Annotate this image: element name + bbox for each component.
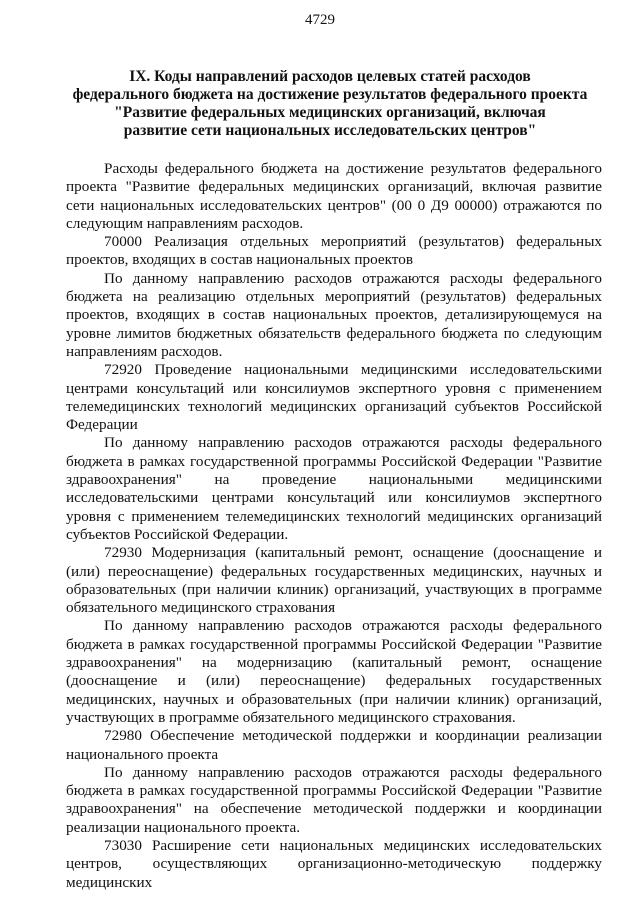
intro-paragraph: Расходы федерального бюджета на достижение результатов федерального проекта "Развитие федеральных медицинских организаций, включая развитие сети национальных исследовательских центров" (00 0 Д9 00000) отражаются по следующим направлениям расходов. (66, 160, 602, 232)
code-72930-description: По данному направлению расходов отражаются расходы федерального бюджета в рамках государственной программы Российской Федерации "Развитие здравоохранения" на модернизацию (капитальный ремонт, оснащение (дооснащение и (или) переоснащение) федеральных государственных медицинских, научных и образовательных (при наличии клиник) организаций, участвующих в программе обязательного медицинского страхования. (66, 617, 602, 726)
section-heading (60, 68, 600, 140)
code-72920-description: По данному направлению расходов отражаются расходы федерального бюджета в рамках государственной программы Российской Федерации "Развитие здравоохранения" на проведение национальными медицинскими исследовательскими центрами консультаций или консилиумов экспертного уровня с применением телемедицинских технологий медицинских организаций субъектов Российской Федерации. (66, 434, 602, 543)
code-72930-title: 72930 Модернизация (капитальный ремонт, оснащение (дооснащение и (или) переоснащение) федеральных государственных медицинских, научных и образовательных (при наличии клиник) организаций, участвующих в программе обязательного медицинского страхования (66, 544, 602, 617)
code-72920-title: 72920 Проведение национальными медицинскими исследовательскими центрами консультаций или консилиумов экспертного уровня с применением телемедицинских технологий медицинских организаций субъектов Российской Федерации (66, 361, 602, 434)
page-number: 4729 (305, 12, 335, 28)
code-72980-title: 72980 Обеспечение методической поддержки и координации реализации национального проекта (66, 727, 602, 763)
heading-line: федерального бюджета на достижение результатов федерального проекта (72, 86, 588, 103)
heading-line: развитие сети национальных исследовательских центров" (123, 122, 537, 139)
heading-line: IX. Коды направлений расходов целевых статей расходов (129, 68, 531, 85)
heading-line: "Развитие федеральных медицинских организаций, включая (114, 104, 546, 121)
code-70000-description: По данному направлению расходов отражаются расходы федерального бюджета на реализацию отдельных мероприятий (результатов) федеральных проектов, входящих в состав национальных проектов, детализирующемуся на уровне лимитов бюджетных обязательств федерального бюджета по следующим направлениям расходов. (66, 269, 602, 360)
code-70000-title: 70000 Реализация отдельных мероприятий (результатов) федеральных проектов, входящих в состав национальных проектов (66, 233, 602, 269)
document-body (66, 160, 602, 892)
code-73030-title: 73030 Расширение сети национальных медицинских исследовательских центров, осуществляющих организационно-методическую поддержку медицинских (66, 836, 602, 891)
code-72980-description: По данному направлению расходов отражаются расходы федерального бюджета в рамках государственной программы Российской Федерации "Развитие здравоохранения" на обеспечение методической поддержки и координации реализации национального проекта. (66, 763, 602, 836)
